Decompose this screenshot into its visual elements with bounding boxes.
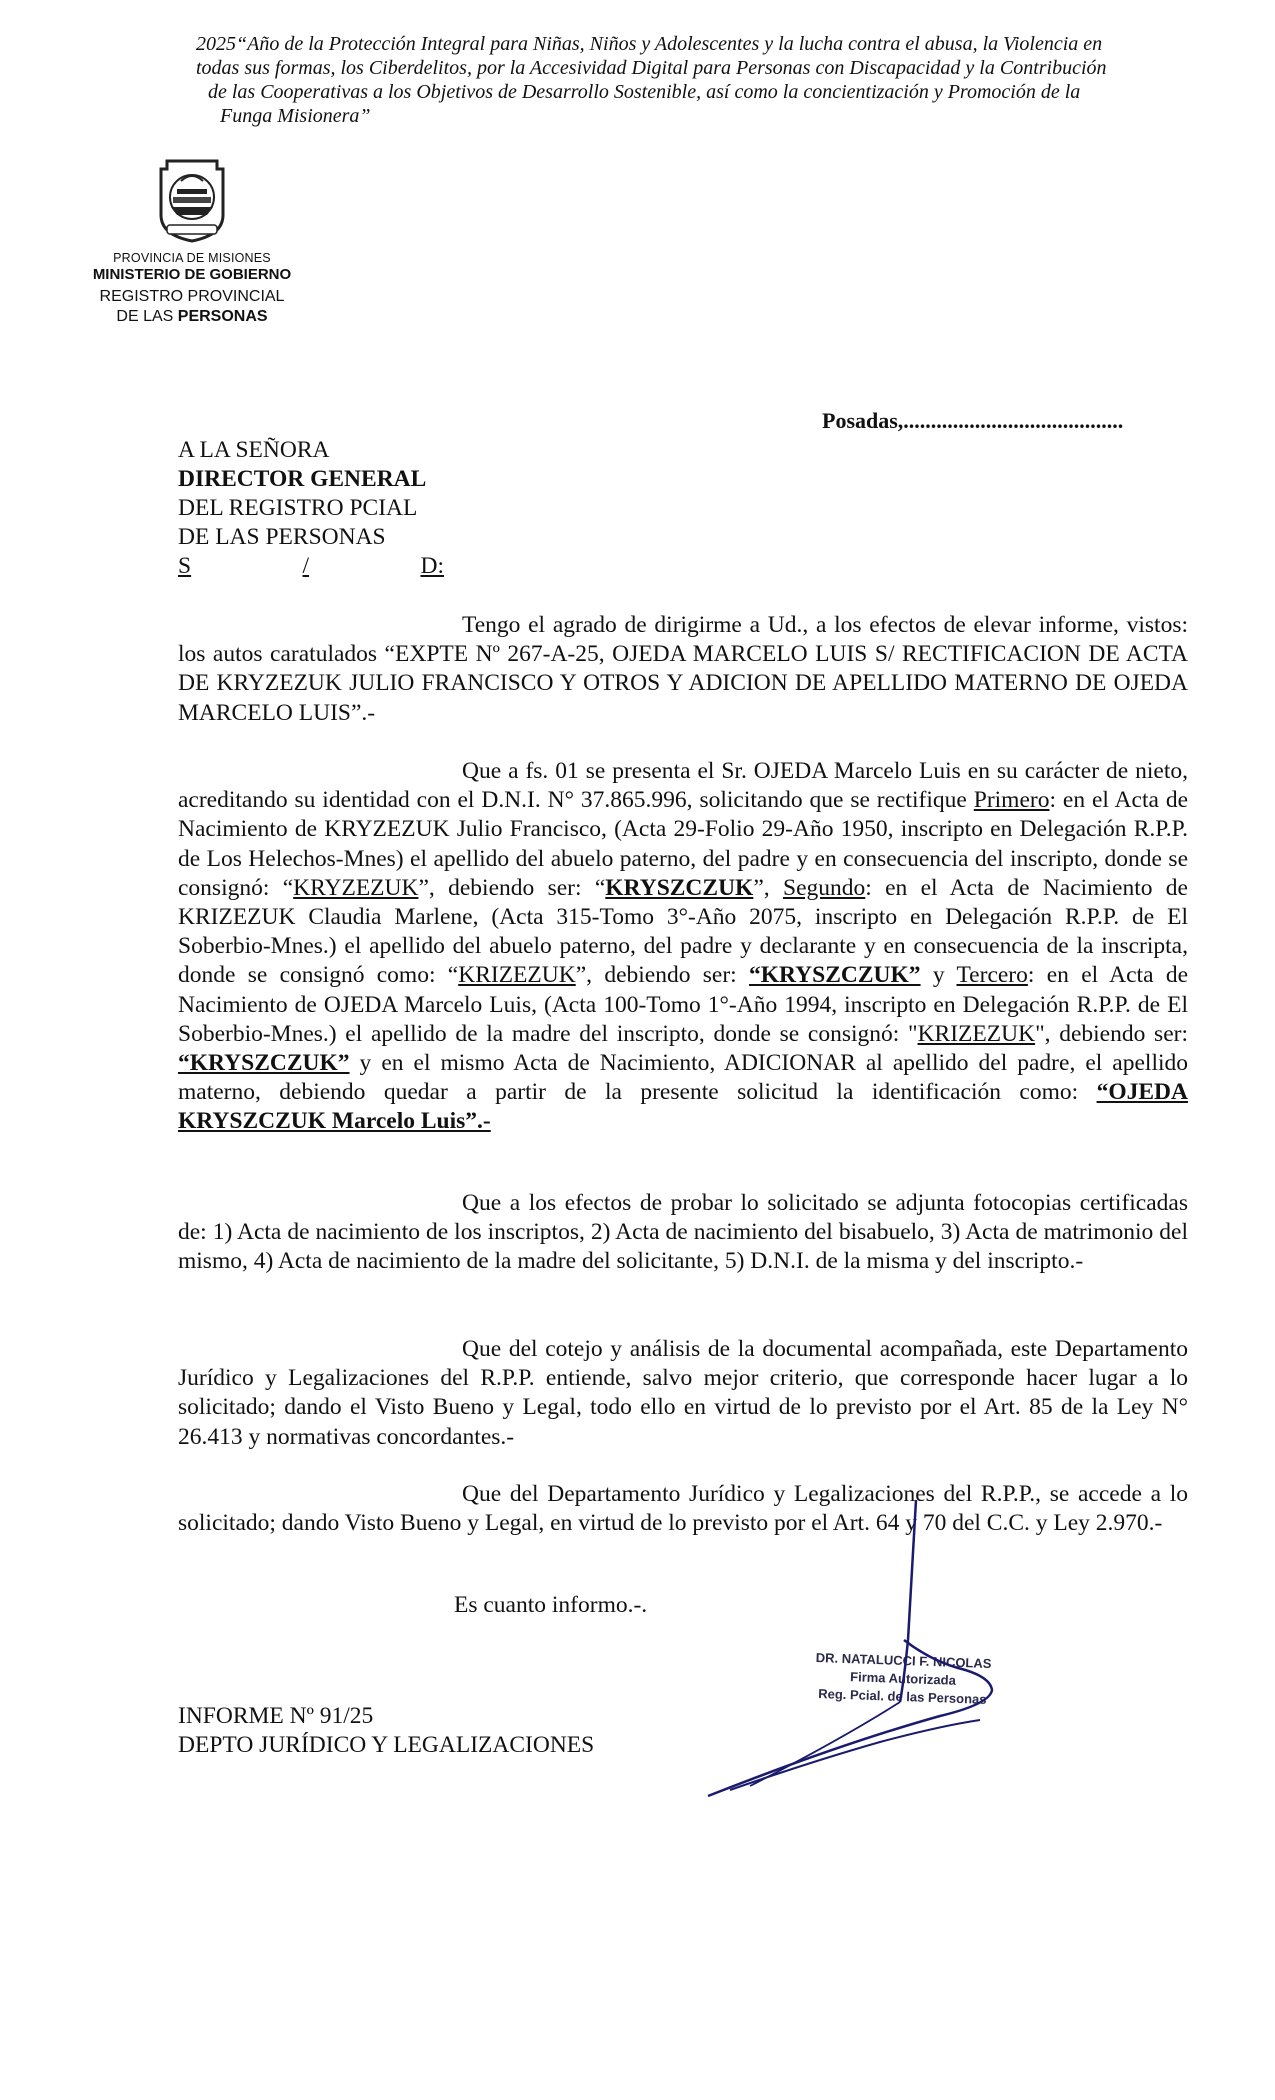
motto-line: todas sus formas, los Ciberdelitos, por la Accesividad Digital para Personas con Discapacidad y la Contribución xyxy=(196,57,1107,79)
underlined-term-primero: Primero xyxy=(973,787,1050,814)
logo-persons-prefix: DE LAS xyxy=(116,308,178,325)
surname-correct: “KRYSZCZUK” xyxy=(749,962,921,989)
paragraph-text: : en el Acta de Nacimiento de OJEDA Marcelo Luis, (Acta 100-Tomo 1°-Año 1994, inscripto en Delegación R.P.P. de El Soberbio-Mnes.) el apellido de la madre del inscripto, donde se consignó: " xyxy=(178,962,1188,1047)
paragraph-text: ”, xyxy=(753,874,783,901)
logo-registry-text: REGISTRO PROVINCIAL xyxy=(99,288,285,305)
paragraph-2 xyxy=(178,757,1188,1137)
paragraph-text: : en el Acta de Nacimiento de KRIZEZUK Claudia Marlene, (Acta 315-Tomo 3°-Año 2075, inscripto en Delegación R.P.P. de El Soberbio-Mnes.) el apellido del abuelo paterno, del padre y declarante y en consecuencia de la inscripta, donde se consignó como: “ xyxy=(178,874,1188,989)
surname-correct: KRYSZCZUK xyxy=(605,874,754,901)
paragraph-text: Que a los efectos de probar lo solicitado se adjunta fotocopias certificadas de: 1) Acta de nacimiento de los inscriptos, 2) Acta de nacimiento del bisabuelo, 3) Acta de matrimonio del mismo, 4) Acta de nacimiento de la madre del solicitante, 5) D.N.I. de la misma y del inscripto.- xyxy=(178,1190,1188,1275)
sd-d: D: xyxy=(420,553,444,579)
surname-correct: “KRYSZCZUK” xyxy=(178,1050,350,1077)
ministry-logo xyxy=(72,155,312,327)
paragraph-5 xyxy=(178,1480,1188,1538)
final-identification: “OJEDA KRYSZCZUK Marcelo Luis”.- xyxy=(178,1079,1188,1135)
report-number: INFORME Nº 91/25 xyxy=(178,1703,374,1729)
surname-wrong: KRIZEZUK xyxy=(917,1020,1036,1047)
logo-persons-bold: PERSONAS xyxy=(177,308,268,325)
surname-wrong: KRYZEZUK xyxy=(293,874,419,901)
paragraph-text: ", debiendo ser: xyxy=(1035,1020,1188,1047)
paragraph-4 xyxy=(178,1335,1188,1452)
handwritten-signature xyxy=(690,1490,1010,1810)
stamp-office: Reg. Pcial. de las Personas xyxy=(817,1686,987,1707)
addressee-title: DIRECTOR GENERAL xyxy=(178,466,427,492)
addressee-line: DE LAS PERSONAS xyxy=(178,524,386,550)
date-line: Posadas,........................................ xyxy=(822,408,1124,433)
surname-wrong: KRIZEZUK xyxy=(458,962,576,989)
paragraph-text: Que del Departamento Jurídico y Legalizaciones del R.P.P., se accede a lo solicitado; dando Visto Bueno y Legal, en virtud de lo previsto por el Art. 64 y 70 del C.C. y Ley 2.970.- xyxy=(178,1481,1188,1537)
paragraph-text: Que del cotejo y análisis de la documental acompañada, este Departamento Jurídico y Legalizaciones del R.P.P. entiende, salvo mejor criterio, que corresponde hacer lugar a lo solicitado; dando el Visto Bueno y Legal, todo ello en virtud de lo previsto por el Art. 85 de la Ley N° 26.413 y normativas concordantes.- xyxy=(178,1336,1188,1450)
paragraph-text: y xyxy=(920,962,957,989)
paragraph-text: ”, debiendo ser: “ xyxy=(418,874,606,901)
sd-s: S xyxy=(178,553,192,579)
stamp-role: Firma Autorizada xyxy=(849,1669,957,1688)
paragraph-3 xyxy=(178,1189,1188,1277)
paragraph-text: Tengo el agrado de dirigirme a Ud., a los efectos de elevar informe, vistos: los autos caratulados “EXPTE Nº 267-A-25, OJEDA MARCELO LUIS S/ RECTIFICACION DE ACTA DE KRYZEZUK JULIO FRANCISCO Y OTROS Y ADICION DE APELLIDO MATERNO DE OJEDA MARCELO LUIS”.- xyxy=(178,612,1188,726)
stamp-name: DR. NATALUCCI F. NICOLAS xyxy=(815,1649,992,1672)
addressee-line: DEL REGISTRO PCIAL xyxy=(178,495,418,521)
logo-province-text: PROVINCIA DE MISIONES xyxy=(113,251,271,265)
closing-line: Es cuanto informo.-. xyxy=(454,1592,648,1618)
addressee-block xyxy=(178,436,444,581)
provincial-crest-icon xyxy=(147,155,237,243)
paragraph-1 xyxy=(178,611,1188,728)
report-footer xyxy=(178,1702,594,1760)
paragraph-text: Que a fs. 01 se presenta el Sr. OJEDA Marcelo Luis en su carácter de nieto, acreditando su identidad con el D.N.I. N° 37.865.996, solicitando que se rectifique xyxy=(178,758,1188,814)
addressee-line: A LA SEÑORA xyxy=(178,437,330,463)
sd-slash: / xyxy=(302,553,310,579)
paragraph-text: ”, debiendo ser: xyxy=(575,962,749,989)
logo-ministry-text: MINISTERIO DE GOBIERNO xyxy=(92,266,292,283)
paragraph-text: : en el Acta de Nacimiento de KRYZEZUK Julio Francisco, (Acta 29-Folio 29-Año 1950, inscripto en Delegación R.P.P. de Los Helechos-Mnes) el apellido del abuelo paterno, del padre y en consecuencia del inscripto, donde se consignó: “ xyxy=(178,787,1188,901)
paragraph-text: y en el mismo Acta de Nacimiento, ADICIONAR al apellido del padre, el apellido materno, debiendo quedar a partir de la presente solicitud la identificación como: xyxy=(178,1050,1188,1106)
motto-line: de las Cooperativas a los Objetivos de Desarrollo Sostenible, así como la concientización y Promoción de la xyxy=(208,81,1081,103)
motto-line: Funga Misionera” xyxy=(220,105,371,127)
addressee-sd xyxy=(178,552,444,581)
logo-persons-text xyxy=(72,307,312,327)
motto-line: 2025“Año de la Protección Integral para Niñas, Niños y Adolescentes y la lucha contra el abusa, la Violencia en xyxy=(196,33,1103,55)
department-name: DEPTO JURÍDICO Y LEGALIZACIONES xyxy=(178,1732,595,1758)
header-motto xyxy=(196,32,1176,128)
underlined-term-tercero: Tercero xyxy=(956,962,1028,989)
underlined-term-segundo: Segundo xyxy=(783,874,866,901)
